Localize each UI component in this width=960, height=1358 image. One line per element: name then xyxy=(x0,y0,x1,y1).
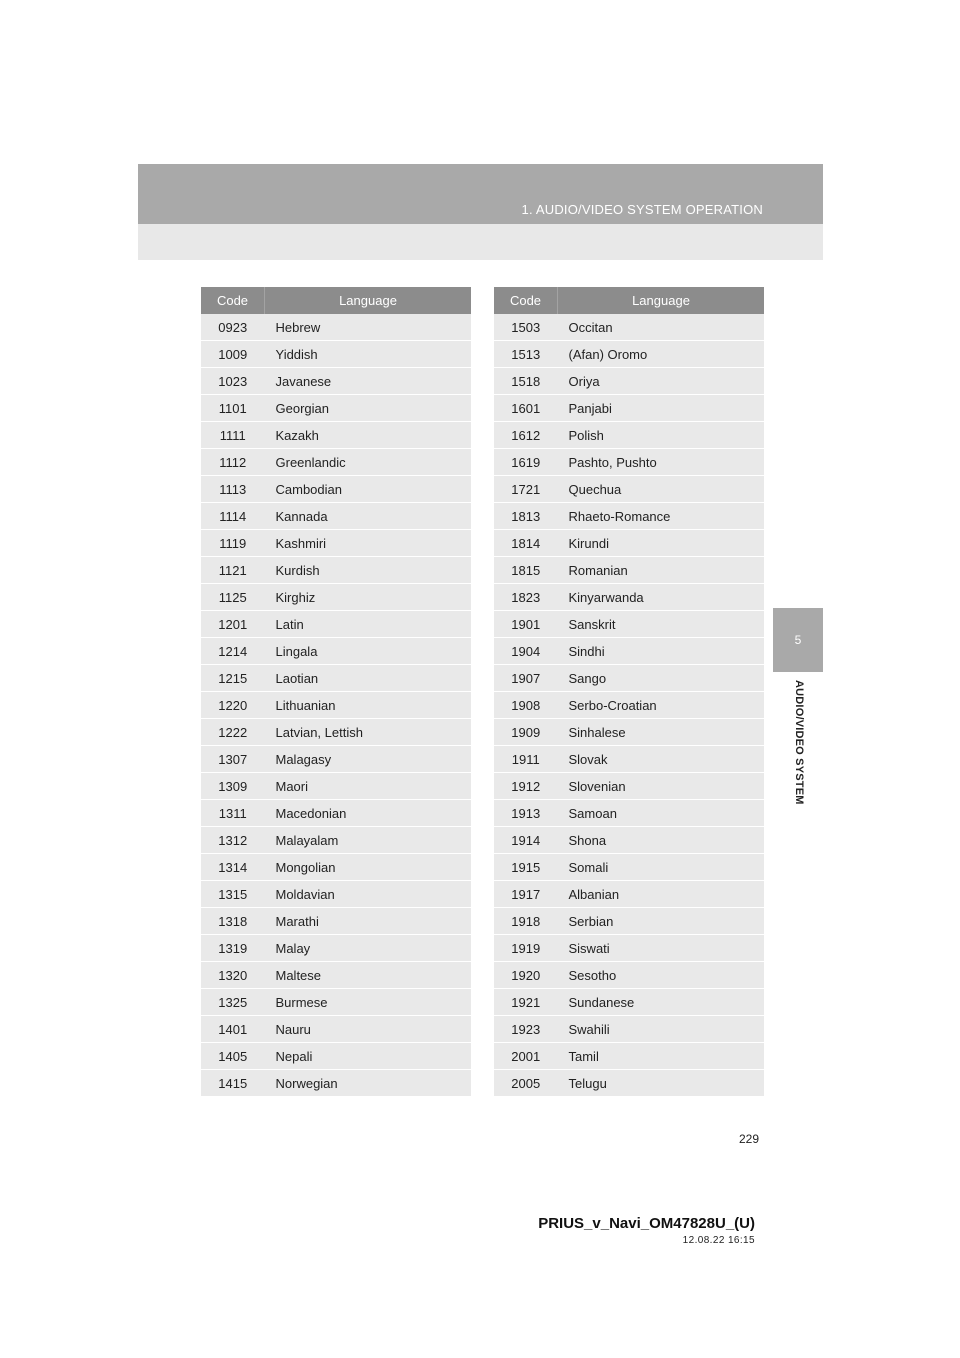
language-code: 1415 xyxy=(201,1070,265,1097)
table-row xyxy=(201,476,471,503)
language-name: Mongolian xyxy=(265,854,472,881)
language-code: 1318 xyxy=(201,908,265,935)
language-code: 1125 xyxy=(201,584,265,611)
language-code: 1813 xyxy=(494,503,558,530)
language-name: Shona xyxy=(558,827,765,854)
table-row xyxy=(494,800,764,827)
language-code: 1917 xyxy=(494,881,558,908)
table-row xyxy=(494,341,764,368)
language-code: 0923 xyxy=(201,314,265,341)
language-code: 1112 xyxy=(201,449,265,476)
language-code: 1601 xyxy=(494,395,558,422)
table-row xyxy=(201,530,471,557)
language-code: 1220 xyxy=(201,692,265,719)
language-name: Malayalam xyxy=(265,827,472,854)
language-code: 1503 xyxy=(494,314,558,341)
language-code: 1913 xyxy=(494,800,558,827)
language-name: Panjabi xyxy=(558,395,765,422)
language-code: 2005 xyxy=(494,1070,558,1097)
chapter-label: AUDIO/VIDEO SYSTEM xyxy=(793,680,805,805)
language-code: 1901 xyxy=(494,611,558,638)
table-row xyxy=(494,854,764,881)
table-row xyxy=(494,962,764,989)
language-name: Lithuanian xyxy=(265,692,472,719)
language-name: Georgian xyxy=(265,395,472,422)
language-name: Nepali xyxy=(265,1043,472,1070)
language-code: 1912 xyxy=(494,773,558,800)
language-name: Lingala xyxy=(265,638,472,665)
language-name: Malay xyxy=(265,935,472,962)
table-row xyxy=(201,557,471,584)
language-code: 1612 xyxy=(494,422,558,449)
language-name: Nauru xyxy=(265,1016,472,1043)
table-row xyxy=(201,854,471,881)
table-row xyxy=(201,503,471,530)
table-row xyxy=(201,449,471,476)
table-row xyxy=(201,638,471,665)
language-code: 1214 xyxy=(201,638,265,665)
language-name: Sesotho xyxy=(558,962,765,989)
language-code: 1023 xyxy=(201,368,265,395)
language-code: 1513 xyxy=(494,341,558,368)
language-name: Latvian, Lettish xyxy=(265,719,472,746)
language-name: Slovenian xyxy=(558,773,765,800)
language-name: Tamil xyxy=(558,1043,765,1070)
language-code: 1201 xyxy=(201,611,265,638)
language-name: Quechua xyxy=(558,476,765,503)
document-date: 12.08.22 16:15 xyxy=(682,1235,755,1246)
language-code: 1904 xyxy=(494,638,558,665)
chapter-tab xyxy=(773,608,823,672)
language-name: Norwegian xyxy=(265,1070,472,1097)
table-row xyxy=(201,1016,471,1043)
language-code: 1918 xyxy=(494,908,558,935)
language-code: 1121 xyxy=(201,557,265,584)
language-name: Laotian xyxy=(265,665,472,692)
column-header-language: Language xyxy=(558,287,765,314)
language-name: Oriya xyxy=(558,368,765,395)
language-code: 1009 xyxy=(201,341,265,368)
table-row xyxy=(201,665,471,692)
language-name: Sango xyxy=(558,665,765,692)
chapter-number: 5 xyxy=(794,633,802,647)
language-table-right xyxy=(494,287,764,1097)
language-code: 1911 xyxy=(494,746,558,773)
language-code: 1111 xyxy=(201,422,265,449)
language-code: 1814 xyxy=(494,530,558,557)
language-name: Maltese xyxy=(265,962,472,989)
table-body-left xyxy=(201,314,471,1097)
language-name: Maori xyxy=(265,773,472,800)
language-code: 1119 xyxy=(201,530,265,557)
table-row xyxy=(494,881,764,908)
table-row xyxy=(494,584,764,611)
language-code: 1307 xyxy=(201,746,265,773)
language-name: Macedonian xyxy=(265,800,472,827)
column-header-code: Code xyxy=(201,287,265,314)
table-row xyxy=(494,476,764,503)
language-name: Albanian xyxy=(558,881,765,908)
language-code: 1312 xyxy=(201,827,265,854)
language-code: 1401 xyxy=(201,1016,265,1043)
language-name: Sinhalese xyxy=(558,719,765,746)
language-code: 1114 xyxy=(201,503,265,530)
language-name: Kurdish xyxy=(265,557,472,584)
language-name: Cambodian xyxy=(265,476,472,503)
table-row xyxy=(201,1043,471,1070)
language-name: Sindhi xyxy=(558,638,765,665)
chapter-label-container xyxy=(774,680,824,830)
language-name: Malagasy xyxy=(265,746,472,773)
language-name: Occitan xyxy=(558,314,765,341)
language-code: 1222 xyxy=(201,719,265,746)
language-code: 1823 xyxy=(494,584,558,611)
language-name: Latin xyxy=(265,611,472,638)
document-id: PRIUS_v_Navi_OM47828U_(U) xyxy=(538,1215,755,1232)
language-table-left xyxy=(201,287,471,1097)
language-name: Polish xyxy=(558,422,765,449)
language-code: 1314 xyxy=(201,854,265,881)
language-code: 1914 xyxy=(494,827,558,854)
language-code: 1919 xyxy=(494,935,558,962)
language-name: Yiddish xyxy=(265,341,472,368)
table-row xyxy=(494,368,764,395)
language-name: (Afan) Oromo xyxy=(558,341,765,368)
language-code: 1405 xyxy=(201,1043,265,1070)
language-code: 1619 xyxy=(494,449,558,476)
table-row xyxy=(494,449,764,476)
language-name: Marathi xyxy=(265,908,472,935)
table-row xyxy=(201,422,471,449)
language-name: Romanian xyxy=(558,557,765,584)
language-name: Javanese xyxy=(265,368,472,395)
language-name: Kannada xyxy=(265,503,472,530)
table-row xyxy=(201,935,471,962)
table-row xyxy=(201,908,471,935)
language-name: Greenlandic xyxy=(265,449,472,476)
language-name: Swahili xyxy=(558,1016,765,1043)
language-name: Pashto, Pushto xyxy=(558,449,765,476)
table-row xyxy=(201,584,471,611)
language-name: Serbian xyxy=(558,908,765,935)
language-name: Moldavian xyxy=(265,881,472,908)
table-row xyxy=(494,773,764,800)
language-name: Siswati xyxy=(558,935,765,962)
language-name: Kazakh xyxy=(265,422,472,449)
language-code: 1721 xyxy=(494,476,558,503)
language-code: 1320 xyxy=(201,962,265,989)
language-name: Kashmiri xyxy=(265,530,472,557)
table-row xyxy=(494,503,764,530)
language-name: Serbo-Croatian xyxy=(558,692,765,719)
language-name: Hebrew xyxy=(265,314,472,341)
language-code: 1518 xyxy=(494,368,558,395)
table-row xyxy=(494,611,764,638)
table-row xyxy=(494,1043,764,1070)
table-row xyxy=(201,827,471,854)
table-row xyxy=(494,989,764,1016)
column-header-language: Language xyxy=(265,287,472,314)
language-name: Rhaeto-Romance xyxy=(558,503,765,530)
table-row xyxy=(494,638,764,665)
table-row xyxy=(201,341,471,368)
column-header-code: Code xyxy=(494,287,558,314)
language-code: 1920 xyxy=(494,962,558,989)
table-row xyxy=(201,692,471,719)
language-code: 1908 xyxy=(494,692,558,719)
table-row xyxy=(494,530,764,557)
language-code: 1315 xyxy=(201,881,265,908)
table-row xyxy=(201,962,471,989)
language-code: 1909 xyxy=(494,719,558,746)
table-row xyxy=(201,800,471,827)
table-row xyxy=(201,314,471,341)
language-code: 1113 xyxy=(201,476,265,503)
table-row xyxy=(494,1070,764,1097)
language-name: Kirundi xyxy=(558,530,765,557)
table-body-right xyxy=(494,314,764,1097)
table-row xyxy=(201,368,471,395)
table-row xyxy=(201,611,471,638)
language-name: Samoan xyxy=(558,800,765,827)
language-code: 1915 xyxy=(494,854,558,881)
table-row xyxy=(494,692,764,719)
table-row xyxy=(201,881,471,908)
table-row xyxy=(201,395,471,422)
table-row xyxy=(494,557,764,584)
language-code: 1907 xyxy=(494,665,558,692)
language-code: 1309 xyxy=(201,773,265,800)
language-code: 1325 xyxy=(201,989,265,1016)
table-row xyxy=(494,1016,764,1043)
table-row xyxy=(494,935,764,962)
language-name: Somali xyxy=(558,854,765,881)
language-name: Kinyarwanda xyxy=(558,584,765,611)
table-header-row xyxy=(201,287,471,314)
table-row xyxy=(494,827,764,854)
section-title: 1. AUDIO/VIDEO SYSTEM OPERATION xyxy=(521,202,763,217)
table-row xyxy=(494,746,764,773)
table-row xyxy=(494,422,764,449)
table-row xyxy=(494,395,764,422)
language-name: Sanskrit xyxy=(558,611,765,638)
table-row xyxy=(201,719,471,746)
language-code: 1923 xyxy=(494,1016,558,1043)
table-row xyxy=(201,989,471,1016)
language-code: 1101 xyxy=(201,395,265,422)
language-name: Burmese xyxy=(265,989,472,1016)
table-row xyxy=(201,1070,471,1097)
table-row xyxy=(201,773,471,800)
page-number: 229 xyxy=(738,1132,759,1146)
language-code: 1311 xyxy=(201,800,265,827)
table-row xyxy=(201,746,471,773)
language-code: 2001 xyxy=(494,1043,558,1070)
language-name: Telugu xyxy=(558,1070,765,1097)
language-code: 1215 xyxy=(201,665,265,692)
table-row xyxy=(494,908,764,935)
language-name: Kirghiz xyxy=(265,584,472,611)
table-row xyxy=(494,719,764,746)
language-name: Slovak xyxy=(558,746,765,773)
language-code: 1319 xyxy=(201,935,265,962)
table-row xyxy=(494,314,764,341)
table-header-row xyxy=(494,287,764,314)
table-row xyxy=(494,665,764,692)
header-subband xyxy=(138,224,823,260)
language-name: Sundanese xyxy=(558,989,765,1016)
language-code: 1815 xyxy=(494,557,558,584)
language-code: 1921 xyxy=(494,989,558,1016)
